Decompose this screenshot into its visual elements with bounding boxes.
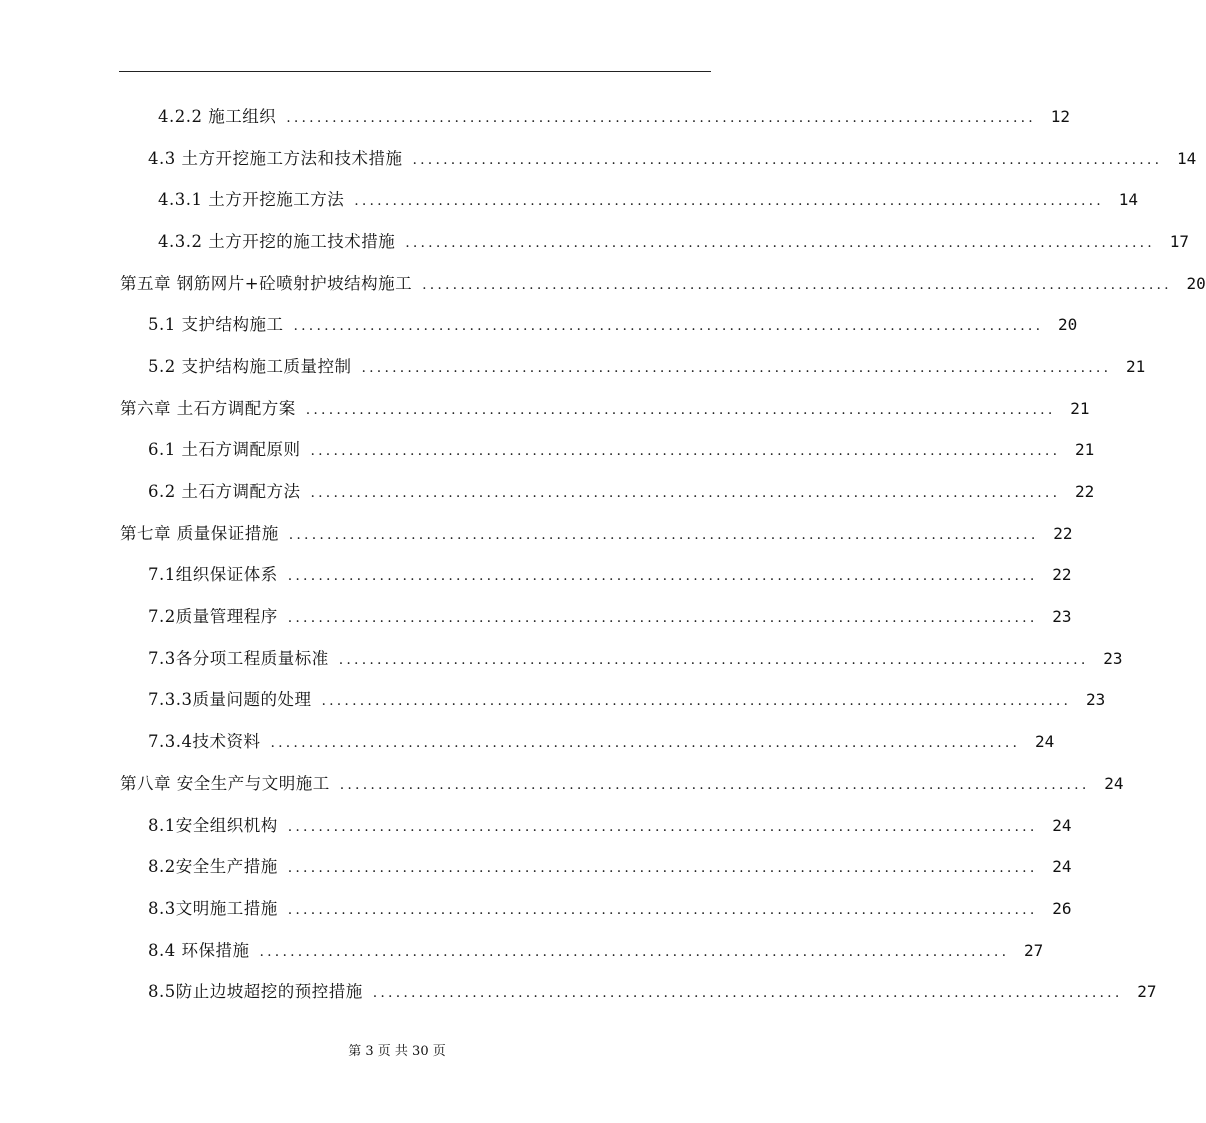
toc-entry-label: 7.1组织保证体系 — [148, 565, 278, 585]
toc-leader-dots: .................................................................................................. — [287, 568, 1038, 585]
toc-entry[interactable] — [0, 513, 1073, 555]
toc-leader-dots: .................................................................................................. — [412, 151, 1163, 168]
toc-entry-page: 17 — [1169, 231, 1189, 251]
toc-entry[interactable] — [0, 304, 1078, 346]
toc-leader-dots: .................................................................................................. — [287, 901, 1038, 918]
toc-entry-label: 8.4 环保措施 — [148, 940, 250, 960]
toc-entry-page: 24 — [1034, 732, 1055, 752]
toc-leader-dots: .................................................................................................. — [354, 193, 1104, 210]
toc-entry-label: 7.3.4技术资料 — [148, 732, 261, 752]
toc-entry[interactable] — [0, 763, 1124, 805]
toc-entry-label: 第五章 钢筋网片+砼喷射护坡结构施工 — [120, 273, 413, 293]
toc-entry-page: 22 — [1052, 565, 1072, 585]
toc-entry[interactable] — [0, 179, 1138, 221]
toc-entry-page: 12 — [1050, 106, 1070, 126]
toc-entry[interactable] — [0, 846, 1072, 888]
toc-entry[interactable] — [0, 430, 1095, 472]
toc-leader-dots: .................................................................................................. — [286, 109, 1036, 126]
toc-entry-page: 21 — [1074, 440, 1095, 460]
toc-entry-label: 4.3 土方开挖施工方法和技术措施 — [148, 148, 403, 168]
toc-leader-dots: .................................................................................................. — [287, 818, 1038, 835]
toc-entry-label: 5.1 支护结构施工 — [148, 315, 284, 335]
toc-entry[interactable] — [0, 555, 1072, 597]
toc-leader-dots: .................................................................................................. — [310, 485, 1061, 502]
toc-entry[interactable] — [0, 721, 1055, 763]
toc-entry-page: 23 — [1103, 648, 1123, 668]
toc-entry-label: 7.3各分项工程质量标准 — [148, 648, 329, 668]
toc-leader-dots: .................................................................................................. — [305, 401, 1056, 418]
toc-entry[interactable] — [0, 138, 1197, 180]
toc-entry-label: 8.3文明施工措施 — [148, 898, 278, 918]
toc-leader-dots: .................................................................................................. — [259, 943, 1010, 960]
page-footer: 第 3 页 共 30 页 — [348, 1044, 446, 1059]
toc-entry-page: 24 — [1104, 773, 1124, 793]
toc-entry-page: 24 — [1052, 857, 1072, 877]
toc-entry-page: 14 — [1118, 190, 1138, 210]
toc-entry-label: 4.3.1 土方开挖施工方法 — [158, 190, 345, 210]
toc-entry-page: 22 — [1053, 523, 1073, 543]
toc-entry-page: 24 — [1052, 815, 1072, 835]
toc-entry-page: 14 — [1176, 148, 1197, 168]
toc-entry-label: 第八章 安全生产与文明施工 — [120, 773, 330, 793]
toc-entry[interactable] — [0, 930, 1044, 972]
toc-entry-label: 8.2安全生产措施 — [148, 857, 278, 877]
toc-entry[interactable] — [0, 221, 1189, 263]
toc-entry[interactable] — [0, 388, 1090, 430]
toc-leader-dots: .................................................................................................. — [270, 735, 1021, 752]
toc-entry-page: 23 — [1052, 607, 1072, 627]
toc-leader-dots: .................................................................................................. — [287, 610, 1038, 627]
toc-leader-dots: .................................................................................................. — [321, 693, 1072, 710]
toc-entry[interactable] — [0, 471, 1095, 513]
toc-entry-label: 7.2质量管理程序 — [148, 607, 278, 627]
toc-entry[interactable] — [0, 680, 1106, 722]
toc-entry-page: 20 — [1057, 315, 1078, 335]
toc-entry-label: 8.1安全组织机构 — [148, 815, 278, 835]
toc-entry-page: 26 — [1052, 898, 1072, 918]
toc-entry[interactable] — [0, 805, 1072, 847]
toc-entry-page: 27 — [1137, 982, 1157, 1002]
toc-entry-page: 22 — [1074, 482, 1095, 502]
toc-entry[interactable] — [0, 638, 1123, 680]
toc-entry[interactable] — [0, 263, 1206, 305]
toc-entry-label: 7.3.3质量问题的处理 — [148, 690, 312, 710]
toc-leader-dots: .................................................................................................. — [293, 318, 1044, 335]
toc-leader-dots: .................................................................................................. — [338, 651, 1089, 668]
toc-leader-dots: .................................................................................................. — [339, 776, 1090, 793]
toc-entry-page: 21 — [1125, 356, 1146, 376]
toc-entry-label: 4.3.2 土方开挖的施工技术措施 — [158, 231, 396, 251]
toc-entry-label: 第六章 土石方调配方案 — [120, 398, 296, 418]
header-rule — [119, 71, 711, 72]
toc-leader-dots: .................................................................................................. — [405, 234, 1155, 251]
toc-leader-dots: .................................................................................................. — [287, 860, 1038, 877]
toc-entry-label: 6.1 土石方调配原则 — [148, 440, 301, 460]
toc-leader-dots: .................................................................................................. — [372, 985, 1123, 1002]
toc-entry[interactable] — [0, 346, 1146, 388]
toc-entry-page: 23 — [1085, 690, 1106, 710]
toc-entry-label: 4.2.2 施工组织 — [158, 106, 277, 126]
toc-leader-dots: .................................................................................................. — [310, 443, 1061, 460]
toc-entry-page: 21 — [1070, 398, 1090, 418]
toc-entry-page: 27 — [1023, 940, 1044, 960]
toc-entry[interactable] — [0, 888, 1072, 930]
toc-leader-dots: .................................................................................................. — [422, 276, 1172, 293]
table-of-contents — [0, 96, 1206, 1013]
toc-leader-dots: .................................................................................................. — [288, 526, 1039, 543]
toc-entry[interactable] — [0, 971, 1157, 1013]
toc-entry-label: 6.2 土石方调配方法 — [148, 482, 301, 502]
toc-entry-page: 20 — [1186, 273, 1206, 293]
toc-entry-label: 5.2 支护结构施工质量控制 — [148, 356, 352, 376]
toc-entry-label: 第七章 质量保证措施 — [120, 523, 279, 543]
toc-leader-dots: .................................................................................................. — [361, 359, 1112, 376]
toc-entry[interactable] — [0, 96, 1070, 138]
toc-entry-label: 8.5防止边坡超挖的预控措施 — [148, 982, 363, 1002]
toc-entry[interactable] — [0, 596, 1072, 638]
